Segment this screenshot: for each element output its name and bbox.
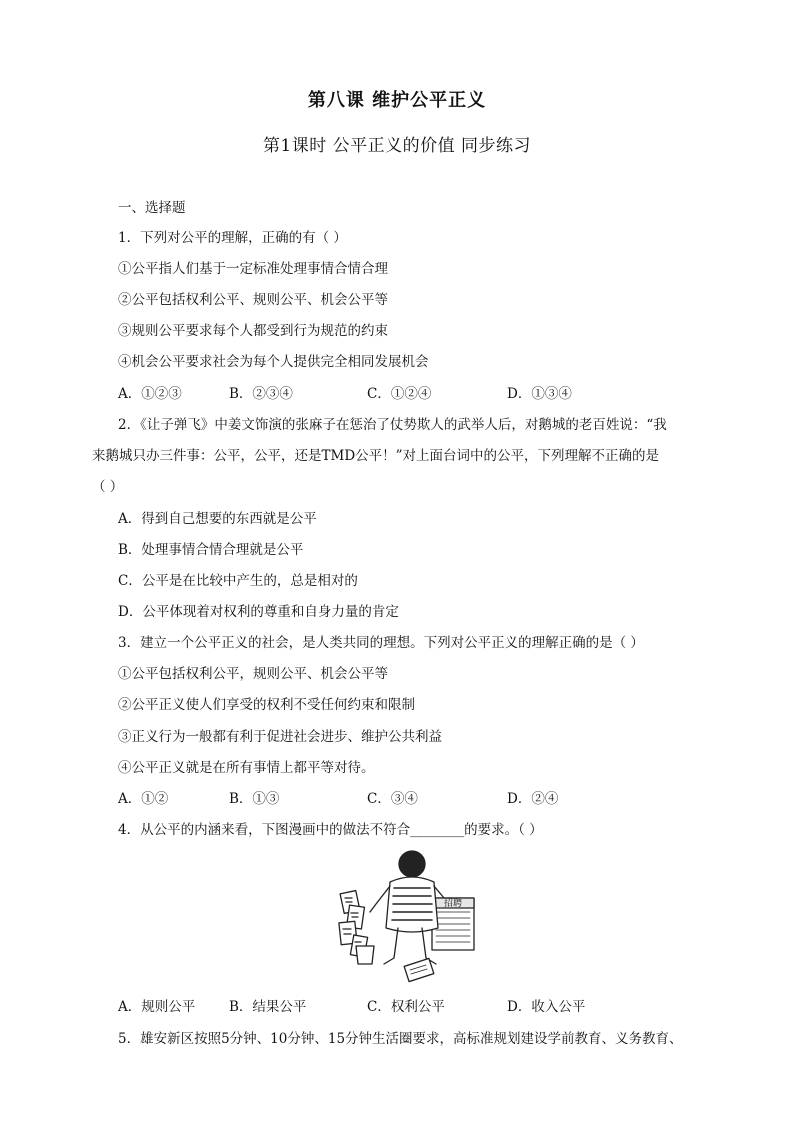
- section-heading: 一、选择题: [118, 200, 186, 216]
- q1-option-a: A．①②③: [118, 386, 182, 402]
- q1-item: ③规则公平要求每个人都受到行为规范的约束: [118, 323, 388, 339]
- q4-option-a: A．规则公平: [118, 999, 196, 1015]
- q1-option-d: D．①③④: [507, 386, 572, 402]
- q1-item: ②公平包括权利公平、规则公平、机会公平等: [118, 292, 388, 308]
- q2-line-1: 2．《让子弹飞》中姜文饰演的张麻子在惩治了仗势欺人的武举人后，对鹅城的老百姓说：“我: [118, 417, 667, 433]
- q2-option-a: A．得到自己想要的东西就是公平: [118, 511, 317, 527]
- q3-option-b: B．①③: [229, 791, 280, 807]
- q1-option-c: C．①②④: [367, 386, 432, 402]
- q3-option-a: A．①②: [118, 791, 169, 807]
- q2-option-c: C．公平是在比较中产生的，总是相对的: [118, 573, 358, 589]
- q1-stem: 1．下列对公平的理解，正确的有（ ）: [118, 230, 347, 246]
- cartoon-sign-label: 招聘: [443, 899, 463, 909]
- q4-stem: 4．从公平的内涵来看，下图漫画中的做法不符合________的要求。（ ）: [118, 822, 543, 838]
- q2-line-2: 来鹅城只办三件事：公平，公平，还是TMD公平！”对上面台词中的公平，下列理解不正确的是: [92, 448, 660, 464]
- q1-option-b: B．②③④: [229, 386, 293, 402]
- recruitment-cartoon: [336, 846, 486, 986]
- q3-item: ③正义行为一般都有利于促进社会进步、维护公共利益: [118, 729, 442, 745]
- q2-line-3: （ ）: [92, 479, 124, 495]
- q4-option-b: B．结果公平: [229, 999, 307, 1015]
- q3-option-c: C．③④: [367, 791, 418, 807]
- q4-option-c: C．权利公平: [367, 999, 445, 1015]
- lesson-subtitle: 第1课时 公平正义的价值 同步练习: [262, 136, 532, 156]
- q3-item: ①公平包括权利公平，规则公平、机会公平等: [118, 666, 388, 682]
- q5-line-1: 5．雄安新区按照5分钟、10分钟、15分钟生活圈要求，高标准规划建设学前教育、义务教育、: [118, 1031, 683, 1047]
- q1-item: ①公平指人们基于一定标准处理事情合情合理: [118, 261, 388, 277]
- q2-option-b: B．处理事情合情合理就是公平: [118, 542, 304, 558]
- q1-item: ④机会公平要求社会为每个人提供完全相同发展机会: [118, 354, 429, 370]
- q4-option-d: D．收入公平: [507, 999, 586, 1015]
- q3-item: ②公平正义使人们享受的权利不受任何约束和限制: [118, 697, 415, 713]
- q2-option-d: D．公平体现着对权利的尊重和自身力量的肯定: [118, 604, 399, 620]
- q3-option-d: D．②④: [507, 791, 559, 807]
- q3-stem: 3．建立一个公平正义的社会，是人类共同的理想。下列对公平正义的理解正确的是（ ）: [118, 635, 644, 651]
- q3-item: ④公平正义就是在所有事情上都平等对待。: [118, 760, 375, 776]
- lesson-title: 第八课 维护公平正义: [307, 90, 487, 111]
